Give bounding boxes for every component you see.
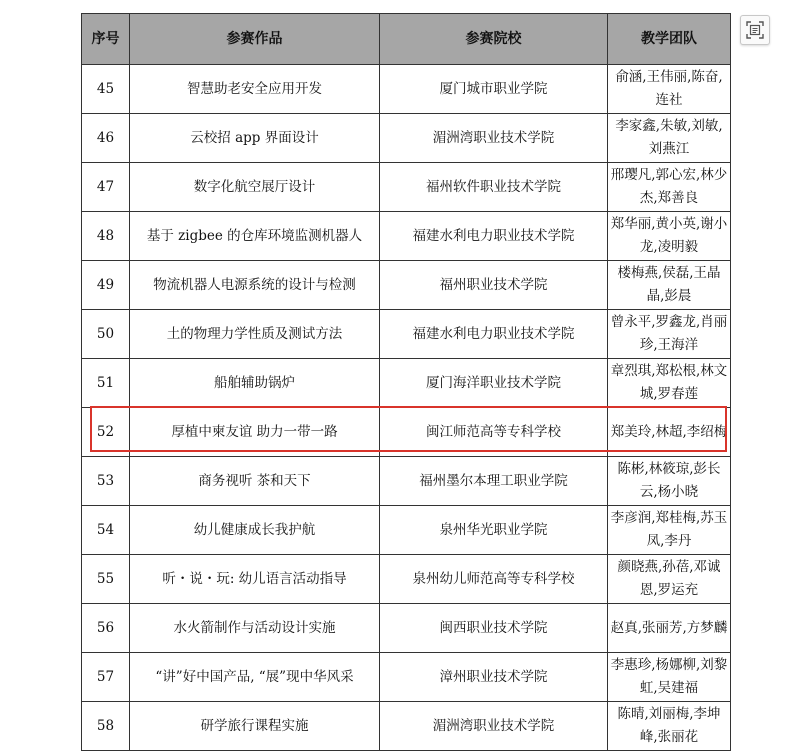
table-row [82, 163, 731, 212]
row-no: 51 [82, 359, 130, 408]
row-work: 土的物理力学性质及测试方法 [130, 310, 380, 359]
row-work: 听・说・玩: 幼儿语言活动指导 [130, 555, 380, 604]
row-no: 58 [82, 702, 130, 751]
row-team: 郑美玲,林超,李绍梅 [608, 408, 731, 457]
row-no: 57 [82, 653, 130, 702]
row-school: 泉州幼儿师范高等专科学校 [380, 555, 608, 604]
row-school: 福州职业技术学院 [380, 261, 608, 310]
table-row [82, 653, 731, 702]
header-work: 参赛作品 [130, 14, 380, 65]
row-team: 颜晓燕,孙蓓,邓诚恩,罗运充 [608, 555, 731, 604]
row-team: 李惠珍,杨娜柳,刘黎虹,吴建福 [608, 653, 731, 702]
award-table [81, 13, 731, 751]
row-no: 56 [82, 604, 130, 653]
table-row [82, 506, 731, 555]
header-team: 教学团队 [608, 14, 731, 65]
row-no: 53 [82, 457, 130, 506]
row-no: 46 [82, 114, 130, 163]
row-school: 湄洲湾职业技术学院 [380, 114, 608, 163]
row-team: 俞涵,王伟丽,陈奋,连社 [608, 65, 731, 114]
scan-text-icon [746, 21, 764, 39]
row-work: 数字化航空展厅设计 [130, 163, 380, 212]
table-row [82, 702, 731, 751]
table-row [82, 65, 731, 114]
row-school: 厦门城市职业学院 [380, 65, 608, 114]
row-no: 48 [82, 212, 130, 261]
row-team: 陈晴,刘丽梅,李坤峰,张丽花 [608, 702, 731, 751]
row-no: 52 [82, 408, 130, 457]
header-no: 序号 [82, 14, 130, 65]
row-team: 楼梅燕,侯磊,王晶晶,彭晨 [608, 261, 731, 310]
row-work: 物流机器人电源系统的设计与检测 [130, 261, 380, 310]
row-work: “讲”好中国产品, “展”现中华风采 [130, 653, 380, 702]
row-work: 云校招 app 界面设计 [130, 114, 380, 163]
row-no: 47 [82, 163, 130, 212]
row-work: 船舶辅助锅炉 [130, 359, 380, 408]
scan-text-button[interactable] [740, 15, 770, 45]
row-school: 福建水利电力职业技术学院 [380, 212, 608, 261]
table-row [82, 555, 731, 604]
row-school: 泉州华光职业学院 [380, 506, 608, 555]
row-work: 水火箭制作与活动设计实施 [130, 604, 380, 653]
table-body [82, 65, 731, 751]
row-work: 研学旅行课程实施 [130, 702, 380, 751]
row-team: 郑华丽,黄小英,谢小龙,凌明毅 [608, 212, 731, 261]
table-row [82, 457, 731, 506]
row-team: 陈彬,林筱琼,彭长云,杨小晓 [608, 457, 731, 506]
table-row [82, 114, 731, 163]
row-work: 基于 zigbee 的仓库环境监测机器人 [130, 212, 380, 261]
row-no: 54 [82, 506, 130, 555]
row-school: 福州墨尔本理工职业学院 [380, 457, 608, 506]
row-team: 邢璎凡,郭心宏,林少杰,郑善良 [608, 163, 731, 212]
row-school: 闽西职业技术学院 [380, 604, 608, 653]
row-school: 漳州职业技术学院 [380, 653, 608, 702]
row-school: 福州软件职业技术学院 [380, 163, 608, 212]
table-row [82, 359, 731, 408]
row-no: 55 [82, 555, 130, 604]
row-team: 李彦润,郑桂梅,苏玉凤,李丹 [608, 506, 731, 555]
row-school: 湄洲湾职业技术学院 [380, 702, 608, 751]
row-work: 幼儿健康成长我护航 [130, 506, 380, 555]
row-work: 智慧助老安全应用开发 [130, 65, 380, 114]
row-team: 赵真,张丽芳,方梦麟 [608, 604, 731, 653]
table-header-row [82, 14, 731, 65]
row-no: 50 [82, 310, 130, 359]
row-team: 李家鑫,朱敏,刘敏,刘燕江 [608, 114, 731, 163]
row-school: 厦门海洋职业技术学院 [380, 359, 608, 408]
row-no: 49 [82, 261, 130, 310]
table-row [82, 212, 731, 261]
table-row [82, 604, 731, 653]
row-work: 厚植中柬友谊 助力一带一路 [130, 408, 380, 457]
row-work: 商务视听 茶和天下 [130, 457, 380, 506]
table-row [82, 408, 731, 457]
table-row [82, 261, 731, 310]
row-team: 章烈琪,郑松根,林文城,罗春莲 [608, 359, 731, 408]
row-no: 45 [82, 65, 130, 114]
header-school: 参赛院校 [380, 14, 608, 65]
row-school: 闽江师范高等专科学校 [380, 408, 608, 457]
row-team: 曾永平,罗鑫龙,肖丽珍,王海洋 [608, 310, 731, 359]
row-school: 福建水利电力职业技术学院 [380, 310, 608, 359]
table-row [82, 310, 731, 359]
